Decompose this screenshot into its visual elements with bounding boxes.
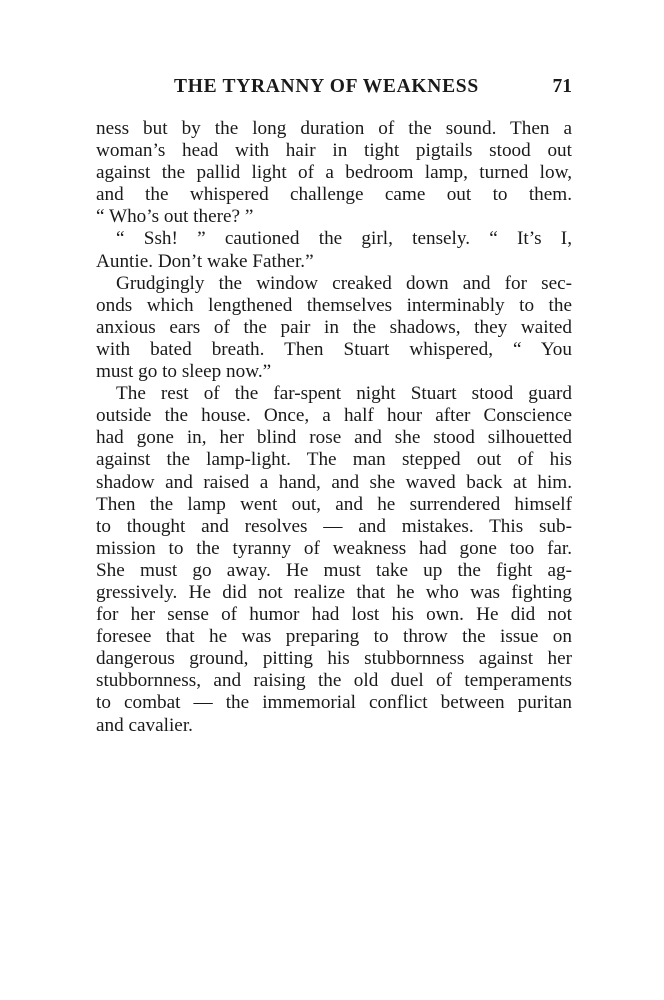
text-line: anxious ears of the pair in the shadows, they waited: [96, 316, 572, 338]
text-line: “ Ssh! ” cautioned the girl, tensely. “ It’s I,: [116, 228, 572, 250]
text-line: with bated breath. Then Stuart whispered, “ You: [96, 338, 572, 360]
text-line: against the lamp-light. The man stepped out of his: [96, 449, 572, 471]
text-line: Then the lamp went out, and he surrendered himself: [96, 493, 572, 515]
text-line: and cavalier.: [96, 714, 193, 736]
text-line: outside the house. Once, a half hour after Conscience: [96, 405, 572, 427]
text-line: must go to sleep now.”: [96, 361, 272, 383]
text-line: Grudgingly the window creaked down and for sec-: [116, 272, 572, 294]
running-header: [96, 76, 572, 102]
text-line: shadow and raised a hand, and she waved back at him.: [96, 471, 572, 493]
text-line: She must go away. He must take up the fight ag-: [96, 559, 572, 581]
text-line: had gone in, her blind rose and she stood silhouetted: [96, 427, 572, 449]
text-line: to combat — the immemorial conflict between puritan: [96, 692, 572, 714]
text-line: gressively. He did not realize that he who was fighting: [96, 581, 572, 603]
text-line: and the whispered challenge came out to them.: [96, 184, 572, 206]
text-line: The rest of the far-spent night Stuart stood guard: [116, 383, 572, 405]
text-line: dangerous ground, pitting his stubbornness against her: [96, 648, 572, 670]
text-line: foresee that he was preparing to throw the issue on: [96, 626, 572, 648]
page-number: 71: [552, 76, 572, 97]
text-line: “ Who’s out there? ”: [96, 206, 254, 228]
text-line: to thought and resolves — and mistakes. This sub-: [96, 515, 572, 537]
body-text: [96, 118, 572, 737]
text-line: woman’s head with hair in tight pigtails stood out: [96, 140, 572, 162]
text-line: Auntie. Don’t wake Father.”: [96, 250, 314, 272]
text-line: stubbornness, and raising the old duel of temperaments: [96, 670, 572, 692]
text-line: ness but by the long duration of the sound. Then a: [96, 118, 572, 139]
text-line: mission to the tyranny of weakness had gone too far.: [96, 537, 572, 559]
text-line: onds which lengthened themselves interminably to the: [96, 294, 572, 316]
text-line: for her sense of humor had lost his own. He did not: [96, 604, 572, 626]
running-title: THE TYRANNY OF WEAKNESS: [174, 76, 479, 97]
text-line: against the pallid light of a bedroom lamp, turned low,: [96, 162, 572, 184]
